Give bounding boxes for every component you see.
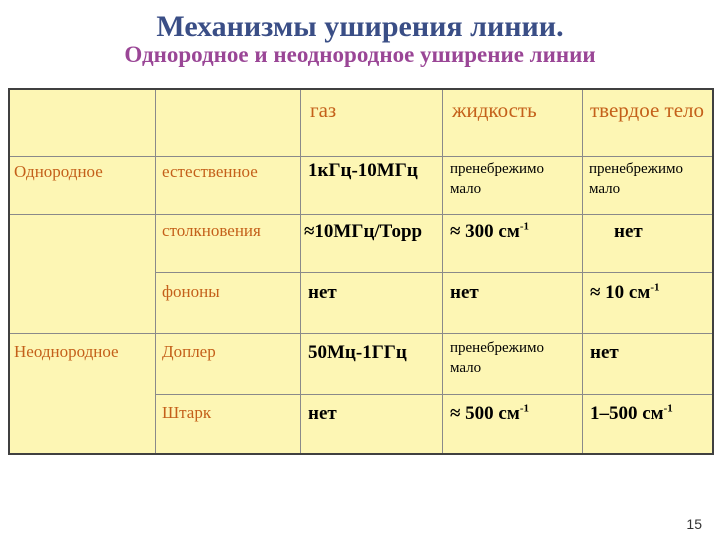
- cell-liquid-sup: -1: [519, 402, 529, 415]
- col-divider: [582, 90, 583, 453]
- cell-solid: нет: [614, 221, 643, 242]
- cell-solid-text: ≈ 10 см: [590, 282, 651, 303]
- cell-gas: нет: [308, 403, 337, 424]
- cell-solid-sup: -1: [663, 402, 673, 415]
- cell-solid: пренебрежимо мало: [589, 161, 684, 197]
- header-gas: газ: [310, 98, 337, 122]
- row-divider: [10, 214, 712, 215]
- col-divider: [155, 90, 156, 453]
- mechanism-phonons: фононы: [162, 282, 220, 301]
- page-subtitle: Однородное и неоднородное уширение линии: [124, 42, 596, 67]
- cell-gas: 1кГц-10МГц: [308, 160, 418, 181]
- cell-gas: ≈10МГц/Торр: [304, 221, 423, 242]
- cell-liquid: пренебрежимо мало: [450, 340, 545, 376]
- cell-liquid-sup: -1: [519, 220, 529, 233]
- cell-liquid: пренебрежимо мало: [450, 161, 545, 197]
- header-solid: твердое тело: [590, 98, 705, 122]
- page-title: Механизмы уширения линии.: [156, 10, 564, 43]
- header-liquid: жидкость: [452, 98, 537, 122]
- row-divider: [155, 272, 712, 273]
- cell-solid: [590, 282, 659, 304]
- broadening-table: [8, 88, 714, 455]
- row-divider: [10, 333, 712, 334]
- cell-solid: нет: [590, 342, 619, 363]
- col-divider: [442, 90, 443, 453]
- col-divider: [300, 90, 301, 453]
- page-number: 15: [686, 516, 702, 532]
- row-divider: [155, 394, 712, 395]
- cell-liquid-text: ≈ 300 см: [450, 221, 520, 242]
- cell-liquid: [450, 221, 529, 243]
- cell-solid: [590, 403, 673, 425]
- cell-solid-text: 1–500 см: [590, 403, 664, 424]
- group-inhomogeneous: Неоднородное: [14, 342, 119, 361]
- mechanism-stark: Штарк: [162, 403, 212, 422]
- cell-liquid: нет: [450, 282, 479, 303]
- cell-solid-sup: -1: [650, 281, 660, 294]
- row-divider: [10, 156, 712, 157]
- mechanism-collisions: столкновения: [162, 221, 261, 240]
- cell-liquid: [450, 403, 529, 425]
- cell-liquid-text: ≈ 500 см: [450, 403, 520, 424]
- cell-gas: нет: [308, 282, 337, 303]
- cell-gas: 50Мц-1ГГц: [308, 342, 407, 363]
- mechanism-doppler: Доплер: [162, 342, 216, 361]
- group-homogeneous: Однородное: [14, 162, 103, 181]
- mechanism-natural: естественное: [162, 162, 258, 181]
